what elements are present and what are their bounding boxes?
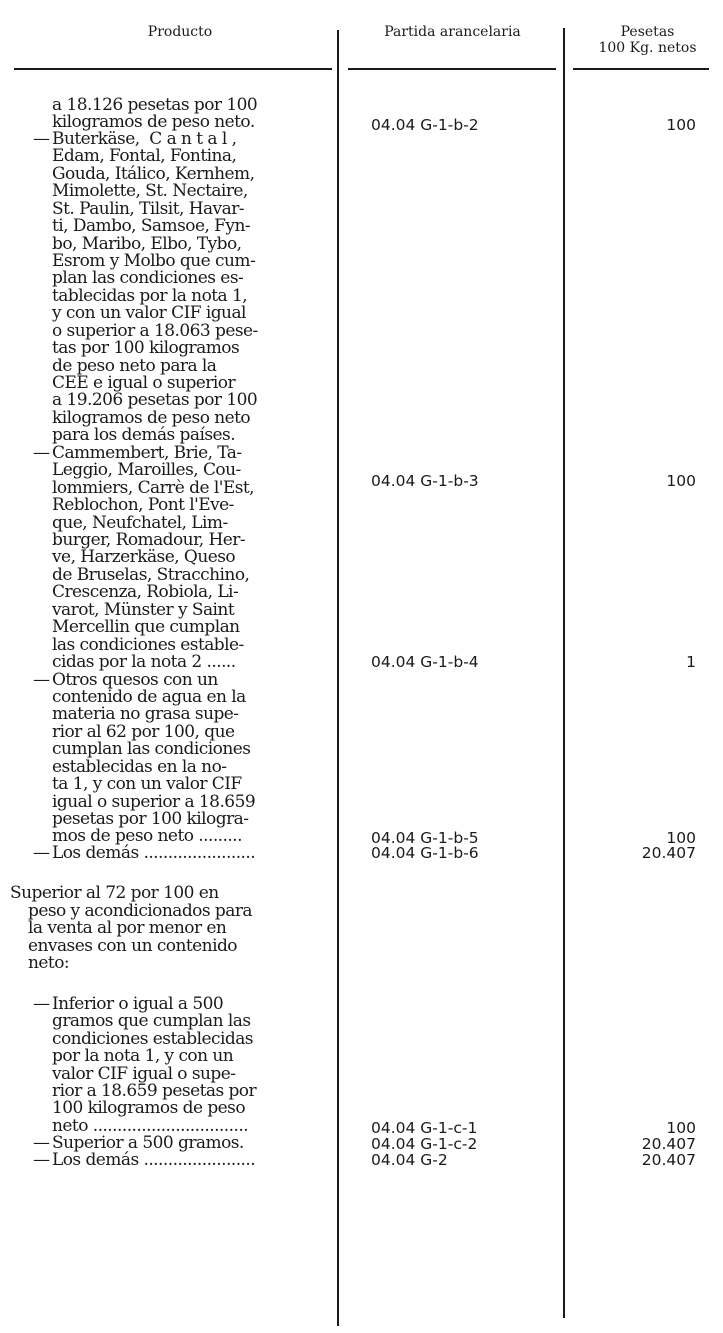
pesetas-value: 100 [666, 472, 696, 490]
header-underline-partida [348, 68, 556, 70]
product-line: ti, Dambo, Samsoe, Fyn- [52, 216, 251, 236]
product-line: Edam, Fontal, Fontina, [52, 146, 237, 166]
product-line: cumplan las condiciones [52, 739, 251, 759]
product-line: por la nota 1, y con un [52, 1046, 234, 1066]
pesetas-value: 20.407 [641, 1151, 696, 1169]
header-pesetas-line2: 100 Kg. netos [598, 40, 697, 56]
pesetas-value: 20.407 [641, 1135, 696, 1153]
product-line: Reblochon, Pont l'Eve- [52, 495, 234, 515]
product-line: a 19.206 pesetas por 100 [52, 390, 258, 410]
product-line: 100 kilogramos de peso [52, 1098, 246, 1118]
product-line: y con un valor CIF igual [52, 303, 246, 323]
product-line: Mimolette, St. Nectaire, [52, 181, 248, 201]
tariff-code: 04.04 G-1-b-2 [371, 116, 479, 134]
product-line: a 18.126 pesetas por 100 [52, 95, 258, 115]
tariff-code: 04.04 G-1-b-5 [371, 829, 479, 847]
tariff-code: 04.04 G-1-c-2 [371, 1135, 478, 1153]
product-line: Otros quesos con un [52, 670, 218, 690]
product-line: tas por 100 kilogramos [52, 338, 240, 358]
pesetas-value: 100 [666, 1119, 696, 1137]
header-partida-arancelaria: Partida arancelaria [384, 24, 521, 40]
section-line: peso y acondicionados para [28, 901, 252, 921]
tariff-code: 04.04 G-1-c-1 [371, 1119, 478, 1137]
product-line: neto ................................ [52, 1116, 249, 1136]
product-line: rior a 18.659 pesetas por [52, 1081, 257, 1101]
section-line: la venta al por menor en [28, 918, 227, 938]
product-line: condiciones establecidas [52, 1029, 253, 1049]
product-line: Esrom y Molbo que cum- [52, 251, 256, 271]
header-pesetas-line1: Pesetas [620, 24, 675, 40]
tariff-code: 04.04 G-2 [371, 1151, 448, 1169]
product-line: varot, Münster y Saint [52, 600, 235, 620]
product-line: gramos que cumplan las [52, 1011, 251, 1031]
item-dash: — [33, 1133, 50, 1153]
product-line: establecidas en la no- [52, 757, 227, 777]
product-line: de Bruselas, Stracchino, [52, 565, 250, 585]
pesetas-value: 1 [686, 653, 696, 671]
header-underline-producto [14, 68, 332, 70]
product-line: valor CIF igual o supe- [52, 1064, 236, 1084]
product-line: burger, Romadour, Her- [52, 530, 246, 550]
column-rule-1 [337, 30, 339, 1326]
product-line: tablecidas por la nota 1, [52, 286, 248, 306]
product-line: contenido de agua en la [52, 687, 246, 707]
product-line: las condiciones estable- [52, 635, 244, 655]
product-line: kilogramos de peso neto [52, 408, 251, 428]
product-line: Crescenza, Robiola, Li- [52, 582, 239, 602]
product-line: rior al 62 por 100, que [52, 722, 235, 742]
product-line: Los demás ....................... [52, 843, 256, 863]
product-line: cidas por la nota 2 ...... [52, 652, 236, 672]
product-line: bo, Maribo, Elbo, Tybo, [52, 234, 242, 254]
product-line: Buterkäse, C a n t a l , [52, 129, 237, 149]
pesetas-value: 20.407 [641, 844, 696, 862]
header-producto: Producto [147, 24, 213, 40]
product-line: de peso neto para la [52, 356, 217, 376]
pesetas-value: 100 [666, 116, 696, 134]
item-dash: — [33, 994, 50, 1014]
product-line: kilogramos de peso neto. [52, 112, 255, 132]
tariff-code: 04.04 G-1-b-4 [371, 653, 479, 671]
product-line: que, Neufchatel, Lim- [52, 513, 228, 533]
product-line: o superior a 18.063 pese- [52, 321, 258, 341]
product-line: materia no grasa supe- [52, 704, 239, 724]
section-line: envases con un contenido [28, 936, 237, 956]
item-dash: — [33, 670, 50, 690]
item-dash: — [33, 843, 50, 863]
product-line: ta 1, y con un valor CIF [52, 774, 242, 794]
product-line: Mercellin que cumplan [52, 617, 240, 637]
product-line: para los demás países. [52, 425, 236, 445]
product-line: plan las condiciones es- [52, 268, 244, 288]
product-line: Cammembert, Brie, Ta- [52, 443, 242, 463]
product-line: lommiers, Carrè de l'Est, [52, 478, 255, 498]
item-dash: — [33, 1150, 50, 1170]
product-line: Los demás ....................... [52, 1150, 256, 1170]
pesetas-value: 100 [666, 829, 696, 847]
product-line: igual o superior a 18.659 [52, 792, 256, 812]
item-dash: — [33, 129, 50, 149]
product-line: mos de peso neto ......... [52, 826, 242, 846]
product-line: Superior a 500 gramos. [52, 1133, 244, 1153]
section-line: neto: [28, 953, 70, 973]
section-line: Superior al 72 por 100 en [10, 883, 219, 903]
tariff-code: 04.04 G-1-b-3 [371, 472, 479, 490]
product-line: pesetas por 100 kilogra- [52, 809, 249, 829]
item-dash: — [33, 443, 50, 463]
product-line: Inferior o igual a 500 [52, 994, 224, 1014]
product-line: St. Paulin, Tilsit, Havar- [52, 199, 244, 219]
product-line: Gouda, Itálico, Kernhem, [52, 164, 255, 184]
tariff-code: 04.04 G-1-b-6 [371, 844, 479, 862]
product-line: CEE e igual o superior [52, 373, 236, 393]
product-line: ve, Harzerkäse, Queso [52, 547, 236, 567]
column-rule-2 [563, 28, 565, 1318]
product-line: Leggio, Maroilles, Cou- [52, 460, 241, 480]
header-underline-pesetas [573, 68, 709, 70]
